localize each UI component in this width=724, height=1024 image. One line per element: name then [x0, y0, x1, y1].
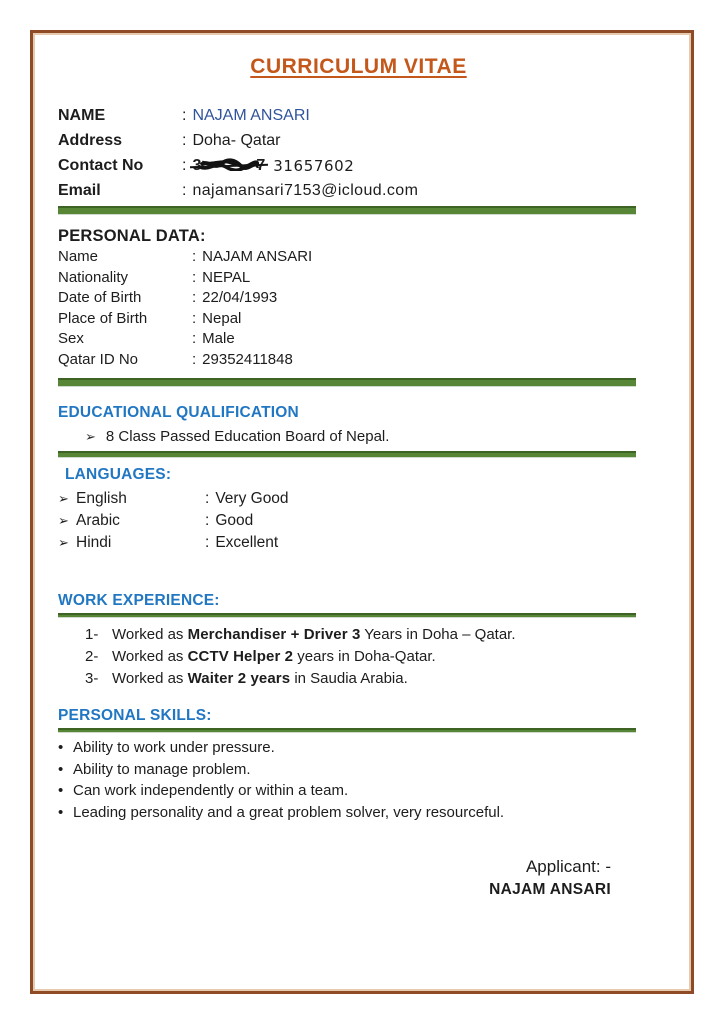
experience-text-prefix: Worked as [112, 670, 188, 687]
experience-text-suffix: Years in Doha – Qatar. [360, 626, 516, 643]
colon-separator: : [205, 534, 210, 551]
heading-underline [58, 728, 636, 732]
experience-text-bold: Waiter 2 years [187, 670, 291, 687]
field-row-contact [58, 153, 659, 178]
email-field-value: najamansari7153@icloud.com [192, 182, 419, 199]
experience-text [112, 624, 516, 646]
email-field-label: Email [58, 182, 101, 199]
row-label: Date of Birth [58, 289, 142, 306]
address-field-value: Doha- Qatar [192, 132, 281, 149]
colon-separator: : [182, 132, 187, 149]
data-row-place-of-birth [58, 309, 659, 330]
language-level: Good [215, 512, 254, 529]
language-label: Arabic [76, 512, 120, 529]
page-border [30, 30, 694, 994]
row-label: Qatar ID No [58, 350, 139, 368]
skill-text: Ability to work under pressure. [73, 739, 275, 756]
language-level: Excellent [215, 534, 279, 551]
row-label: Place of Birth [58, 309, 148, 327]
education-item-text: 8 Class Passed Education Board of Nepal. [105, 428, 390, 445]
dot-bullet-icon: • [58, 739, 64, 756]
title-container [58, 55, 659, 79]
work-experience-heading: WORK EXPERIENCE: [58, 592, 220, 609]
row-label: Sex [58, 330, 84, 347]
colon-separator: : [192, 289, 197, 306]
address-field-label: Address [58, 132, 123, 149]
experience-text-suffix: in Saudia Arabia. [290, 670, 408, 687]
name-field-label: NAME [58, 107, 106, 124]
row-label: Name [58, 248, 99, 265]
item-number: 2- [85, 648, 99, 665]
row-value: NEPAL [202, 268, 251, 286]
redacted-phone-number [192, 153, 265, 178]
document-title: CURRICULUM VITAE [250, 55, 467, 78]
language-row-english [58, 488, 659, 510]
section-divider [58, 206, 636, 214]
field-row-name [58, 103, 659, 128]
experience-text-suffix: years in Doha-Qatar. [293, 648, 436, 665]
dot-bullet-icon: • [58, 803, 64, 821]
arrow-bullet-icon: ➢ [58, 535, 69, 550]
dot-bullet-icon: • [58, 782, 64, 799]
colon-separator: : [205, 512, 210, 529]
education-heading: EDUCATIONAL QUALIFICATION [58, 404, 299, 421]
colon-separator: : [192, 248, 197, 265]
row-value: 29352411848 [202, 350, 293, 368]
row-value: Nepal [202, 309, 242, 327]
applicant-label: Applicant: - [525, 857, 611, 876]
contact-field-label: Contact No [58, 157, 144, 174]
experience-text-prefix: Worked as [112, 648, 188, 665]
applicant-name: NAJAM ANSARI [489, 881, 611, 898]
arrow-bullet-icon: ➢ [58, 513, 69, 528]
experience-text [112, 668, 408, 690]
applicant-block [58, 855, 659, 900]
education-item [58, 427, 659, 447]
contact-field-value: 31657602 [273, 157, 355, 175]
skill-text: Can work independently or within a team. [73, 782, 349, 799]
colon-separator: : [205, 490, 210, 507]
experience-text-bold: CCTV Helper 2 [187, 648, 294, 665]
experience-text-prefix: Worked as [112, 626, 188, 643]
dot-bullet-icon: • [58, 760, 64, 778]
row-value: Male [202, 330, 235, 347]
header-fields [58, 103, 659, 203]
skill-item [58, 780, 659, 802]
colon-separator: : [192, 268, 197, 286]
colon-separator: : [182, 107, 187, 124]
personal-skills-heading: PERSONAL SKILLS: [58, 707, 212, 724]
language-label: Hindi [76, 534, 112, 551]
cv-content [33, 55, 691, 900]
skills-list [58, 737, 659, 823]
colon-separator: : [192, 330, 197, 347]
colon-separator: : [192, 350, 197, 368]
field-row-address [58, 128, 659, 153]
skill-item [58, 737, 659, 759]
section-divider [58, 451, 636, 457]
field-row-email [58, 178, 659, 203]
colon-separator: : [182, 157, 187, 174]
language-row-arabic [58, 510, 659, 532]
name-field-value: NAJAM ANSARI [192, 107, 310, 124]
data-row-name [58, 247, 659, 268]
skill-item [58, 759, 659, 781]
item-number: 3- [85, 670, 99, 687]
arrow-bullet-icon: ➢ [85, 429, 96, 444]
arrow-bullet-icon: ➢ [58, 491, 69, 506]
skill-item [58, 802, 659, 824]
personal-data-heading: PERSONAL DATA: [58, 227, 206, 245]
data-row-date-of-birth [58, 288, 659, 309]
language-label: English [76, 490, 127, 507]
colon-separator: : [182, 182, 187, 199]
item-number: 1- [85, 626, 99, 643]
work-experience-list [58, 624, 659, 690]
experience-text [112, 646, 436, 668]
languages-heading: LANGUAGES: [65, 466, 172, 483]
skill-text: Ability to manage problem. [73, 760, 251, 778]
heading-underline [58, 613, 636, 617]
colon-separator: : [192, 309, 197, 327]
language-level: Very Good [215, 490, 289, 507]
skill-text: Leading personality and a great problem solver, very resourceful. [73, 803, 505, 821]
experience-item [58, 646, 659, 668]
experience-text-bold: Merchandiser + Driver 3 [187, 626, 361, 643]
section-divider [58, 378, 636, 386]
personal-data-rows [58, 247, 659, 370]
language-row-hindi [58, 532, 659, 554]
row-value: 22/04/1993 [202, 289, 278, 306]
data-row-sex [58, 329, 659, 350]
row-label: Nationality [58, 268, 129, 286]
data-row-nationality [58, 268, 659, 289]
data-row-qatar-id [58, 350, 659, 371]
language-rows [58, 488, 659, 554]
row-value: NAJAM ANSARI [202, 248, 313, 265]
experience-item [58, 624, 659, 646]
experience-item [58, 668, 659, 690]
